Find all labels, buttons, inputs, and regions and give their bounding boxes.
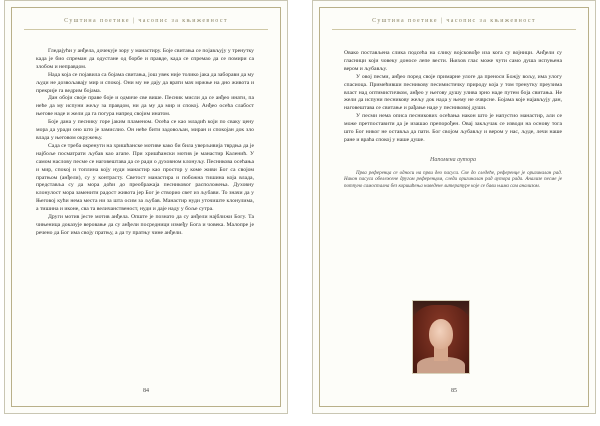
- page-header: Суштина поетике | часопис за књижевност: [64, 18, 228, 24]
- header-rule: [24, 29, 268, 30]
- page-number: 85: [451, 388, 457, 394]
- paragraph: Сада се треба окренути на хришћанске мотиве како би била уверљивија тврдња да је најбоље посматрати љубав као агапе. При хришћански мотив је манастир Каленић. У самом насловy песме се наговештава да се ради о духовном клонуљу. Песникова осећања и мир, спокој и топлина коју нуди манастир као простор у коме живи Бог са својом пратњом (анђели), су у контрасту. Светост манастира и побожна тишина која влада, представља су да мора доћи до преображаја песниковог расположења. Духовну клонулост мора заменити радост живота јер Бог је створио свет из љубави. То значи да у Његовој кући нема места ни за шта осим за љубав. Манастир нуди уточиште клонулима, а тишина и иконе, сва та величанственост, нуди и даје наду у боље сутра.: [36, 142, 254, 213]
- left-page-body: [36, 48, 254, 238]
- paragraph: Овако постављена слика подсећа на слику војсковође иза кога су војници. Анђели су гласници који човеку доносе лепе вести. Њихов глас може чути само душа испуњена вером и љубављу.: [344, 50, 562, 72]
- right-page-frame: [319, 7, 589, 407]
- paragraph: Нада која се појавила са бојама свитања, још увек није толико јака да заборави да му људи не дозвољавају мир и спокој. Они му не дају да врати мач мржње на дно живота и прекрије га ведрим бојама.: [36, 71, 254, 94]
- paragraph: Гледајући у анђела, дочекује зору у манастиру. Боје свитања се појављују у тренутку када је био спреман да одустане од борбе и правде, када се спремао да се помири са злобом и неправдом.: [36, 48, 254, 70]
- author-note-text: Прва референца се односи на први део пасуса. Све до следеће, референце је оригиналан рад. Нaкон пасуса обележене другом референцом, следи оригиналан рад аутора рада. Анализе песме је потпуно самостална без коришћења наведене литературе које се бави њима сам анализом.: [344, 170, 562, 189]
- author-note-title: Напомена аутора: [430, 156, 476, 163]
- page-header: Суштина поетике | часопис за књижевност: [372, 18, 536, 24]
- left-page-frame: [11, 7, 281, 407]
- right-page: [312, 0, 596, 414]
- paragraph: Дан обоји своје праве боје и одмиче све више. Песник мисли да се анђео инати, па неће да му испуни жељу за правдом, ни да му да мир и спокој. Анђео осећа слабост његове наде и жели да га погура напред својим инатом.: [36, 95, 254, 118]
- paragraph: У песми нема описа песникових осећања након што је напустио манастир, али се може претпоставити да је изашао препорођен. Овај закључак се изводи на основу тога што Бог никог не оставља да пати. Бог својом љубављу и вером у нас, људе, лечи наше ране и враћа спокој у наше душе.: [344, 113, 562, 143]
- author-note: [344, 171, 562, 191]
- paragraph: Други мотив јесте мотив анђела. Опште је познато да су анђели најближи Богу. Та чињеница доказује веровање да су анђели посредници између Бога и човека. Малопре је речено да Бог има своју пратњу, а да ту пратњу чине анђели.: [36, 214, 254, 236]
- page-number: 84: [143, 388, 149, 394]
- paragraph: Боје дана у песнику горе јаким пламеном. Осећа се као младић који по сваку цену мора да уради оно што је замислио. Он неће бити задовољан, миран и спокојан док зло влада у његовом окружењу.: [36, 119, 254, 141]
- portrait-face: [429, 319, 453, 349]
- right-page-body: [344, 50, 562, 191]
- left-page: [4, 0, 288, 414]
- paragraph: У овој песми, анђео поред своје примарне улоге да преноси Божју вољу, има улогу спасиоца. Примећивши песникову песимистичку природу која у том тренутку преузима власт над оптимистичком, анђео у његову душу улива зрно наде путем боја свитања. Не жели да испуни песникову жељу док нада у њему не очврсне. Бојама које најављују дан, наговештава се свитање и рађање наде у песниковој души.: [344, 73, 562, 112]
- header-rule: [332, 29, 576, 30]
- author-portrait-photo: [412, 300, 470, 374]
